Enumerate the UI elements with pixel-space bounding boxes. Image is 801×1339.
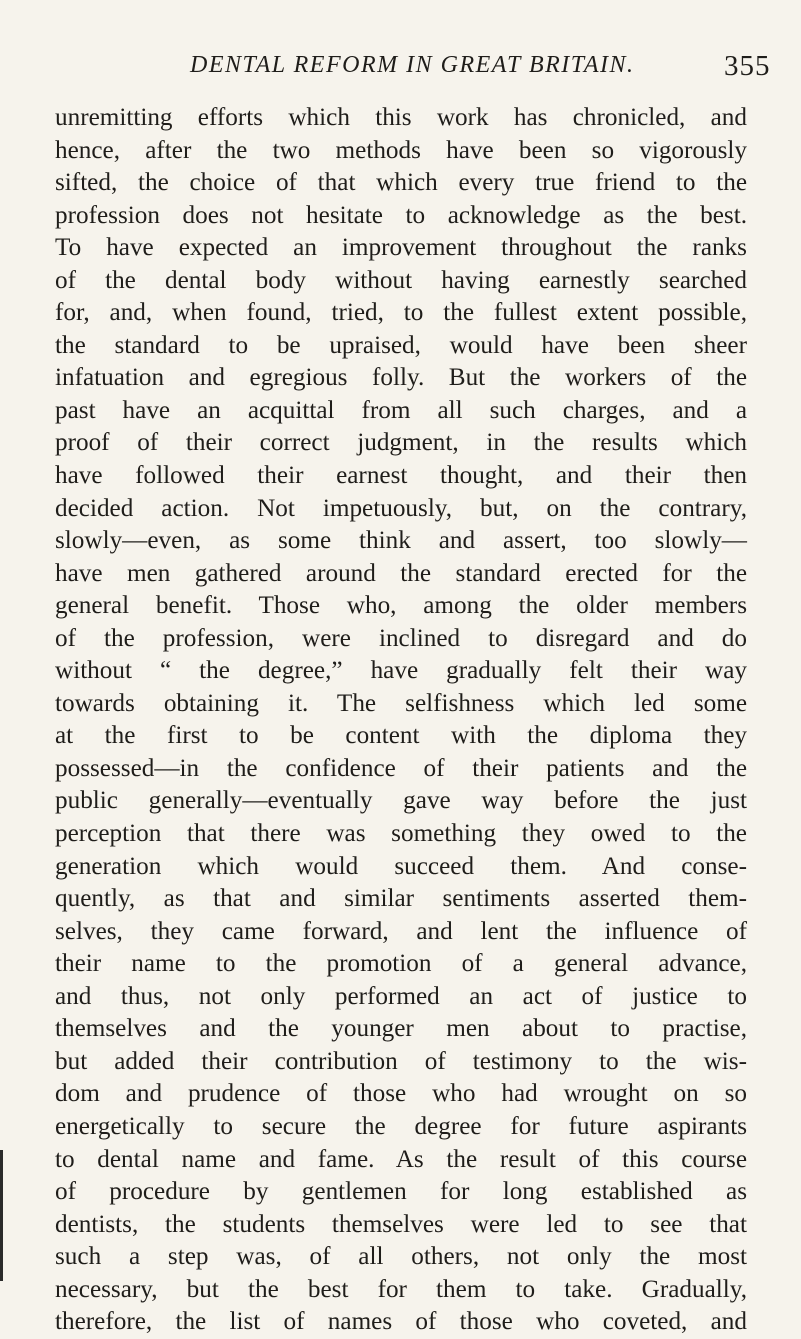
text-line: and thus, not only performed an act of justice to — [55, 982, 747, 1010]
text-line: of the dental body without having earnestly searched — [55, 266, 747, 294]
text-line: without “ the degree,” have gradually felt their way — [55, 657, 747, 685]
text-line: necessary, but the best for them to take. Gradually, — [55, 1275, 747, 1303]
text-line: the standard to be upraised, would have been sheer — [55, 331, 747, 359]
text-line: slowly—even, as some think and assert, too slowly— — [55, 527, 747, 555]
text-line: have men gathered around the standard erected for the — [55, 559, 747, 587]
text-line: proof of their correct judgment, in the results which — [55, 429, 747, 457]
text-line: hence, after the two methods have been so vigorously — [55, 136, 747, 164]
text-line: of procedure by gentlemen for long established as — [55, 1178, 747, 1206]
text-line: dom and prudence of those who had wrought on so — [55, 1080, 747, 1108]
text-line: therefore, the list of names of those who coveted, and — [55, 1308, 747, 1336]
running-head: DENTAL REFORM IN GREAT BRITAIN. — [190, 52, 635, 78]
text-line: possessed—in the confidence of their patients and the — [55, 754, 747, 782]
text-line: general benefit. Those who, among the older members — [55, 592, 747, 620]
text-line: energetically to secure the degree for future aspirants — [55, 1112, 747, 1140]
text-line: unremitting efforts which this work has chronicled, and — [55, 104, 747, 131]
text-line: past have an acquittal from all such charges, and a — [55, 396, 747, 424]
text-line: have followed their earnest thought, and their then — [55, 462, 747, 490]
text-line: perception that there was something they owed to the — [55, 820, 747, 848]
text-line: To have expected an improvement throughout the ranks — [55, 234, 747, 262]
text-line: infatuation and egregious folly. But the workers of the — [55, 364, 747, 392]
text-line: their name to the promotion of a general advance, — [55, 950, 747, 978]
text-line: quently, as that and similar sentiments asserted them- — [55, 885, 747, 913]
text-line: such a step was, of all others, not only the most — [55, 1243, 747, 1271]
text-line: for, and, when found, tried, to the fullest extent possible, — [55, 299, 747, 327]
text-line: decided action. Not impetuously, but, on the contrary, — [55, 494, 747, 522]
body-text — [55, 102, 747, 1339]
text-line: of the profession, were inclined to disregard and do — [55, 624, 747, 652]
text-line: selves, they came forward, and lent the influence of — [55, 917, 747, 945]
page-number: 355 — [724, 50, 771, 82]
text-line: towards obtaining it. The selfishness which led some — [55, 689, 747, 717]
text-line: but added their contribution of testimony to the wis- — [55, 1047, 747, 1075]
text-line: profession does not hesitate to acknowledge as the best. — [55, 201, 747, 229]
text-line: themselves and the younger men about to practise, — [55, 1015, 747, 1043]
text-line: sifted, the choice of that which every true friend to the — [55, 169, 747, 197]
text-line: generation which would succeed them. And conse- — [55, 852, 747, 880]
text-line: at the first to be content with the diploma they — [55, 722, 747, 750]
page-edge-shadow — [0, 1150, 3, 1281]
text-line: public generally—eventually gave way before the just — [55, 787, 747, 815]
text-line: dentists, the students themselves were led to see that — [55, 1210, 747, 1238]
text-line: to dental name and fame. As the result of this course — [55, 1145, 747, 1173]
